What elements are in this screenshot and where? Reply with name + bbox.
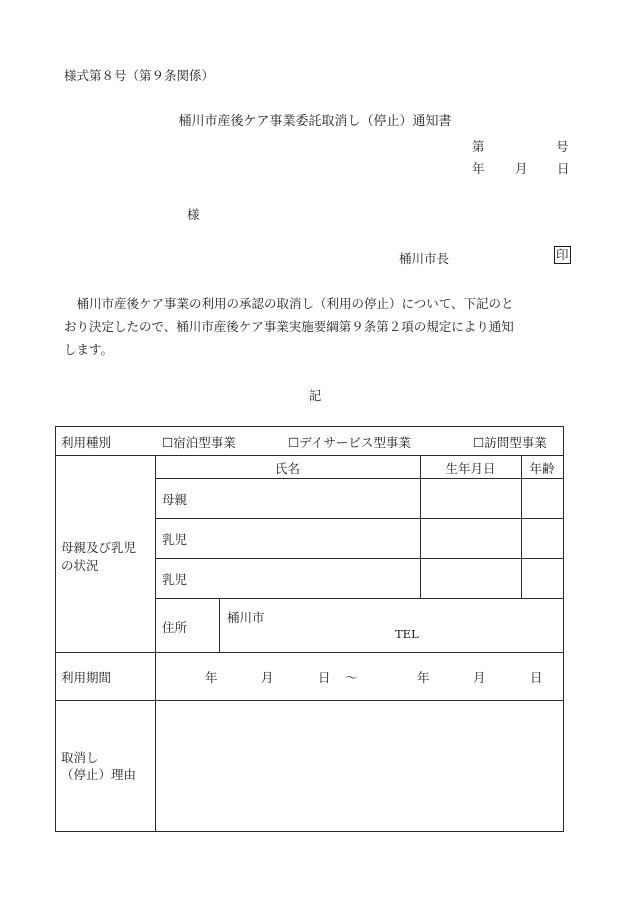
- period-label: 利用期間: [61, 670, 112, 685]
- period-month-start: 月: [261, 670, 274, 685]
- issuer-name: 桶川市長: [399, 251, 450, 266]
- document-title: 桶川市産後ケア事業委託取消し（停止）通知書: [178, 114, 452, 129]
- table-line: [155, 518, 563, 519]
- tel-label: TEL: [395, 627, 419, 641]
- reason-label-line: 取消し: [61, 750, 99, 765]
- row-mother-label: 母親: [162, 492, 188, 507]
- table-line: [155, 455, 156, 832]
- seal-mark: 印: [556, 247, 569, 262]
- option-day-service[interactable]: ☐デイサービス型事業: [288, 435, 411, 450]
- column-birthdate-header: 生年月日: [445, 461, 496, 476]
- number-suffix: 号: [556, 139, 569, 154]
- date-month: 月: [515, 161, 528, 176]
- period-month-end: 月: [473, 670, 486, 685]
- period-tilde: ～: [345, 670, 358, 685]
- table-line: [55, 426, 56, 832]
- number-prefix: 第: [472, 139, 485, 154]
- status-label-line: の状況: [61, 558, 99, 573]
- status-label: [61, 539, 136, 575]
- table-line: [55, 652, 563, 653]
- table-line: [55, 831, 563, 832]
- body-line-2: おり決定したので、桶川市産後ケア事業実施要綱第９条第２項の規定により通知: [64, 319, 514, 334]
- period-day-end: 日: [530, 670, 543, 685]
- period-year-start: 年: [205, 670, 218, 685]
- usage-type-label: 利用種別: [61, 435, 112, 450]
- row-infant-label: 乳児: [162, 532, 188, 547]
- period-day-start: 日: [318, 670, 331, 685]
- table-line: [55, 455, 563, 456]
- form-number: 様式第８号（第９条関係）: [64, 68, 215, 83]
- reason-label-line: （停止）理由: [61, 767, 137, 782]
- addressee-suffix: 様: [187, 207, 200, 222]
- table-line: [219, 598, 220, 652]
- table-line: [155, 478, 563, 479]
- option-overnight[interactable]: ☐宿泊型事業: [162, 435, 236, 450]
- table-line: [563, 426, 564, 832]
- table-line: [55, 700, 563, 701]
- table-line: [55, 426, 563, 427]
- option-visit[interactable]: ☐訪問型事業: [473, 435, 547, 450]
- date-day: 日: [557, 161, 570, 176]
- body-line-1: 桶川市産後ケア事業の利用の承認の取消し（利用の停止）について、下記のと: [64, 296, 514, 311]
- address-label: 住所: [162, 620, 188, 635]
- ki-heading: 記: [308, 388, 322, 403]
- table-line: [155, 598, 563, 599]
- period-year-end: 年: [417, 670, 430, 685]
- notice-body: [64, 292, 569, 361]
- details-table: [55, 426, 563, 831]
- column-age-header: 年齢: [529, 461, 555, 476]
- body-line-3: します。: [64, 342, 114, 357]
- reason-label: [61, 749, 136, 783]
- address-city: 桶川市: [227, 610, 265, 625]
- column-name-header: 氏名: [274, 461, 300, 476]
- row-infant-label: 乳児: [162, 572, 188, 587]
- table-line: [155, 558, 563, 559]
- status-label-line: 母親及び乳児: [61, 540, 137, 555]
- date-year: 年: [472, 161, 485, 176]
